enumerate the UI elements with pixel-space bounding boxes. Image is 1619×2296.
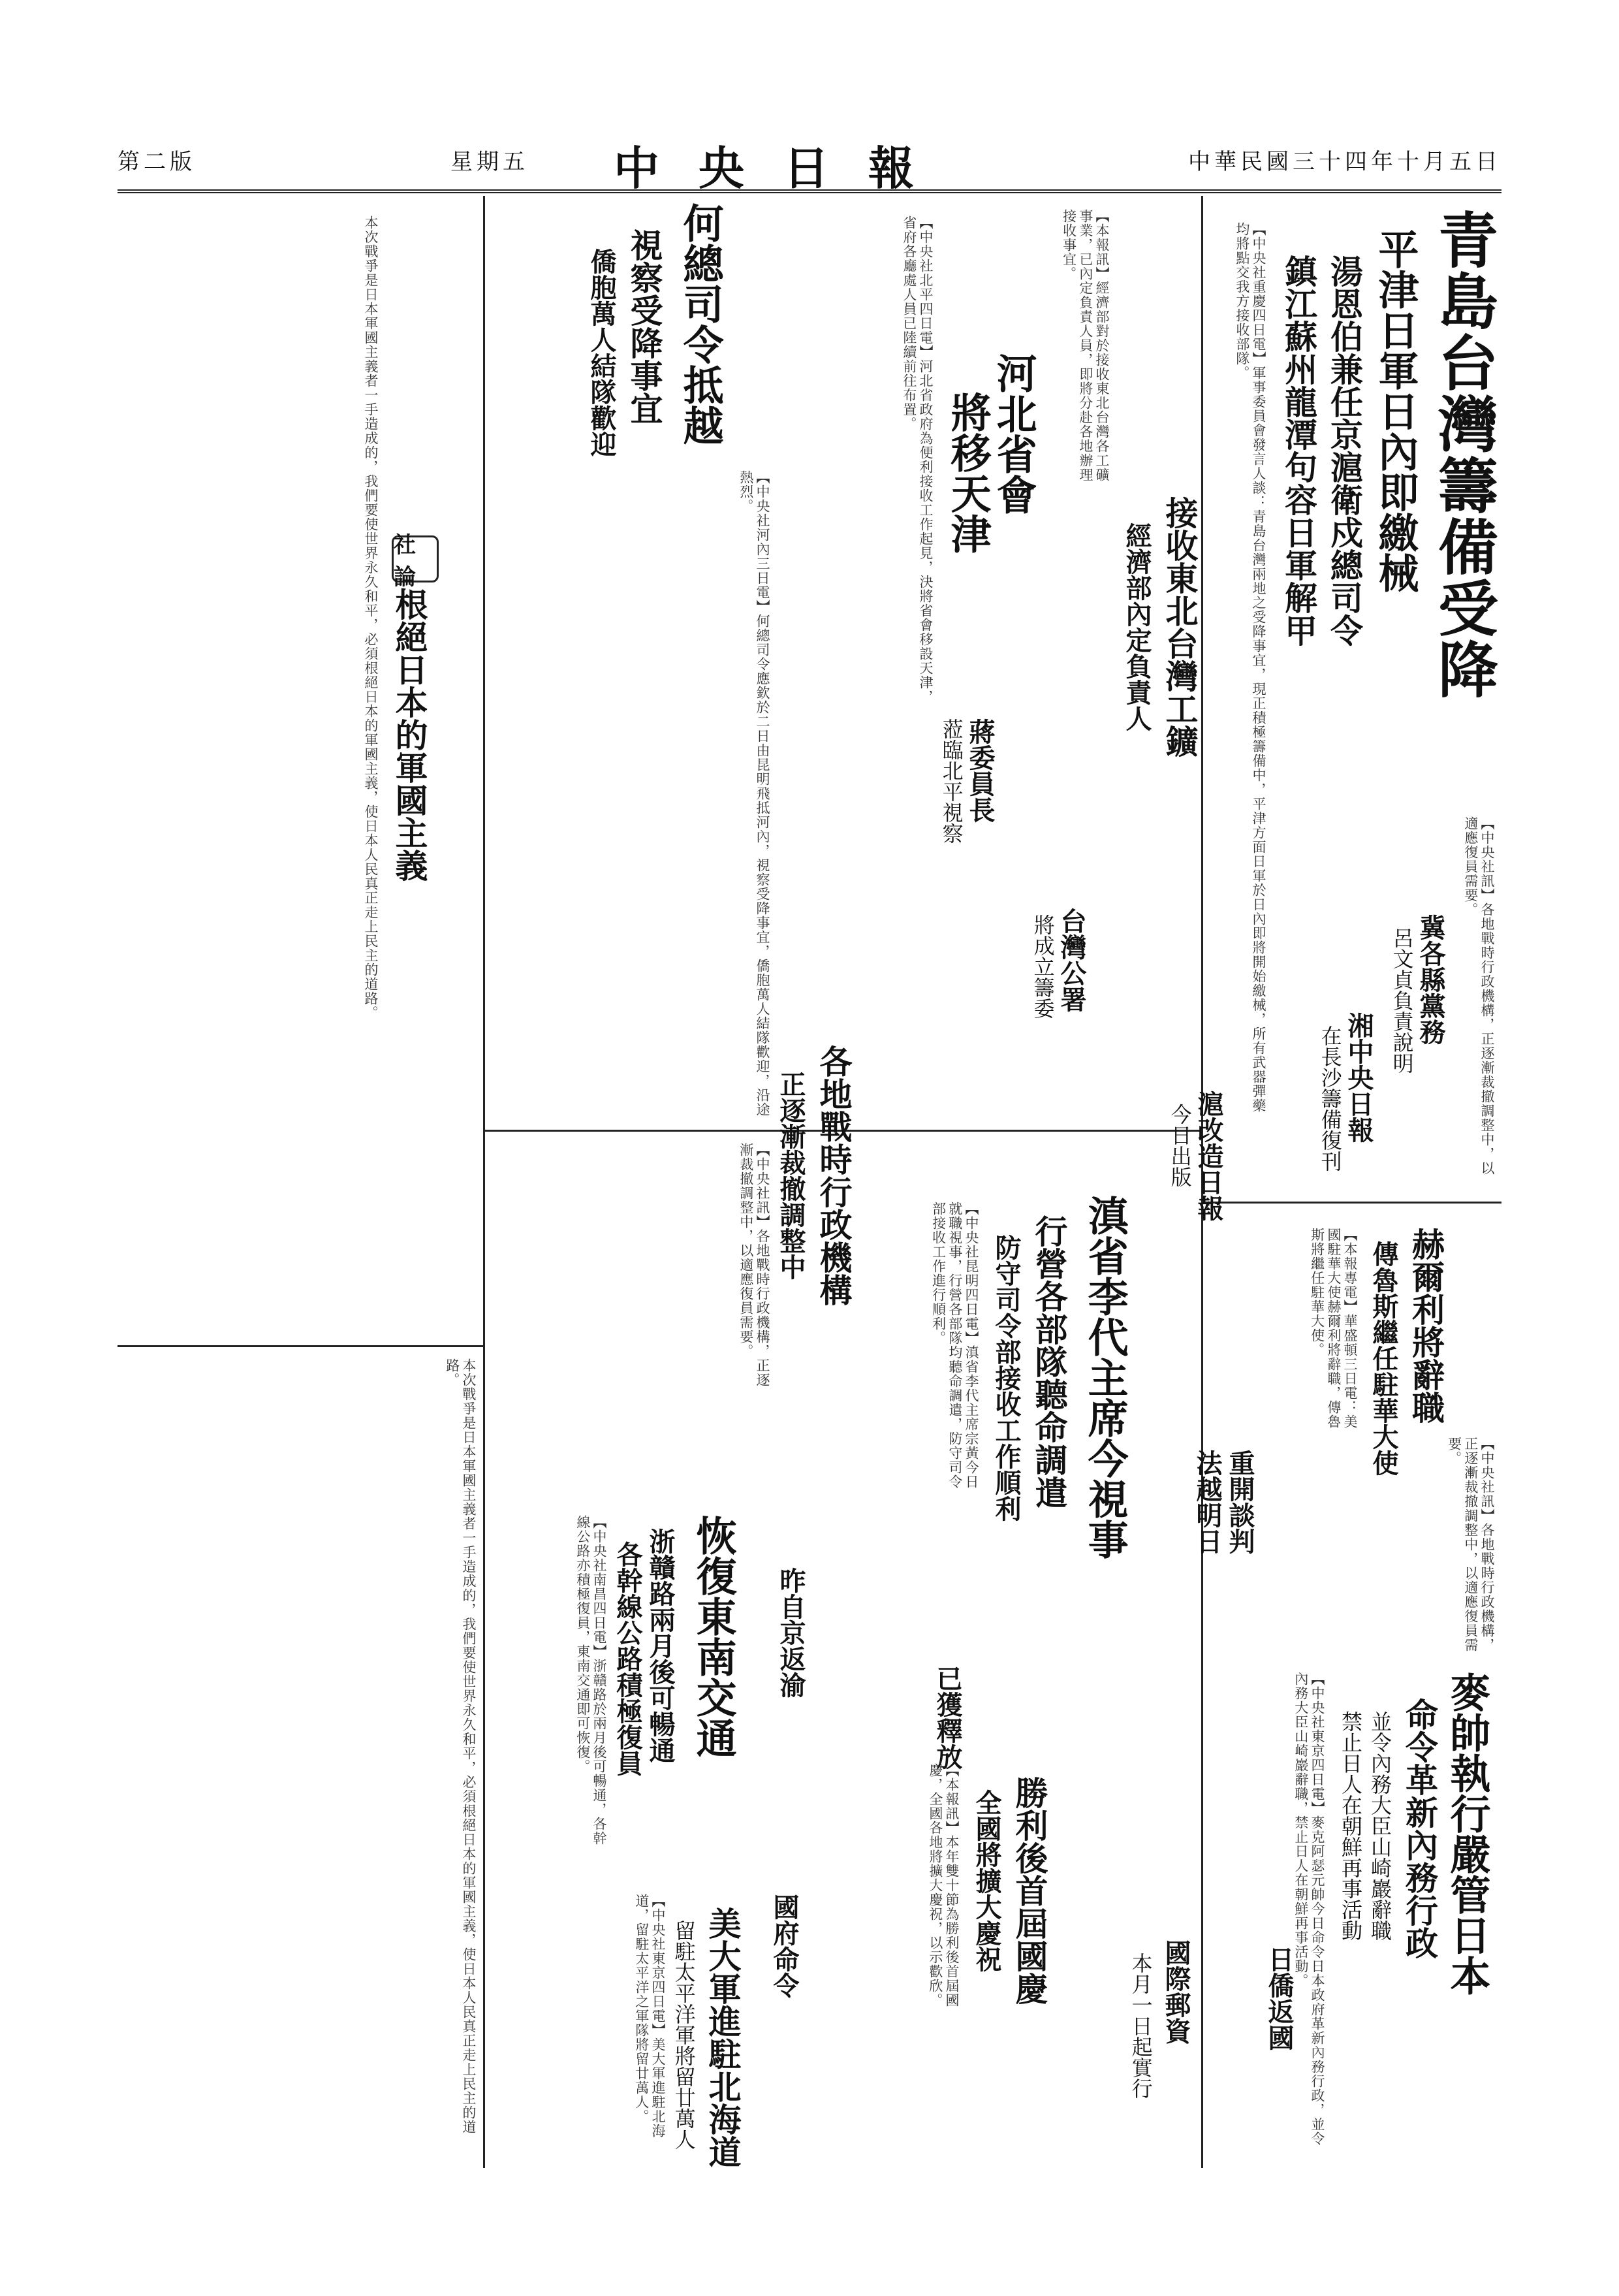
subhead-southeast-2: 各幹線公路積極復員 [612,1541,643,1776]
article-battle-admin-body: 【中央社訊】各地戰時行政機構，正逐漸裁撤調整中，以適應復員需要。 [738,1143,770,1387]
column-rule [483,196,485,2168]
subhead-southeast: 浙贛路兩月後可暢通 [645,1528,676,1763]
headline-dian: 滇省李代主席今視事 [1081,1195,1129,1559]
subhead-taiwan-econ: 經濟部內定負責人 [1122,522,1152,731]
subhead-hebei: 將移天津 [944,392,992,554]
issue-date: 中華民國三十四年十月五日 [1188,149,1501,175]
headline-ji-county: 冀各縣黨務 [1415,914,1446,1045]
subhead-macarthur: 命令革新內務行政 [1400,1698,1439,1959]
subhead-hu-paper: 今日出版 [1167,1104,1193,1187]
headline-xiang-paper: 湘中央日報 [1344,1012,1374,1143]
newspaper-page [118,131,1501,2175]
weekday: 星期五 [450,149,529,175]
headline-he: 何總司令抵越 [676,202,725,445]
article-national-day-body: 【本報訊】本年雙十節為勝利後首屆國慶，全國各地將擴大慶祝，以示歡欣。 [927,1763,960,2007]
article-dian-body: 【中央社昆明四日電】滇省李代主席宗黃今日就職視事，行營各部隊均聽命調遣，防守司令部接收工作進行順利。 [930,1202,979,1489]
subhead-hurley: 傳魯斯繼任駐華大使 [1368,1241,1399,1476]
editorial-tag: 社論 [392,535,439,582]
editorial-body: 本次戰爭是日本軍國主義者一手造成的，我們要使世界永久和平，必須根絕日本的軍國主義，使日本人民真正走上民主的道路。 [363,215,379,1020]
subhead-macarthur-2: 並令內務大臣山崎巖辭職 [1368,1711,1392,1941]
subhead-he-2: 僑胞萬人結隊歡迎 [586,248,617,457]
subhead-post: 本月一日起實行 [1128,1953,1154,2099]
headline-released: 已獲釋放 [932,1665,963,1770]
subhead-dian-2: 防守司令部接收工作順利 [991,1234,1022,1522]
headline-law-talk: 法越明日 [1192,1450,1223,1554]
article-misc-body: 【中央社訊】各地戰時行政機構，正逐漸裁撤調整中，以適應復員需要。 [1446,1437,1495,1652]
headline-zhang-return: 昨自京返渝 [776,1567,806,1698]
subhead-battle-admin: 正逐漸裁撤調整中 [776,1071,806,1280]
article-hurley-body: 【本報專電】華盛頓三日電：美國駐華大使赫爾利將辭職，傳魯斯將繼任駐華大使。 [1309,1228,1358,1429]
subhead-dian: 行營各部隊聽命調遣 [1030,1215,1069,1508]
headline-qingdao: 青島台灣籌備受降 [1428,209,1499,700]
headline-macarthur: 麥帥執行嚴管日本 [1443,1672,1491,1996]
article-qingdao-body-cont: 【中央社訊】各地戰時行政機構，正逐漸裁撤調整中，以適應復員需要。 [1462,816,1495,1175]
article-he-body: 【中央社河內三日電】何總司令應欽於二日由昆明飛抵河內，視察受降事宜，僑胞萬人結隊歡迎，沿途熱烈。 [738,470,770,1117]
subhead-xiang-paper: 在長沙籌備復刊 [1317,1025,1343,1172]
subhead-qingdao-3: 鎮江蘇州龍潭句容日軍解甲 [1280,255,1318,646]
article-hebei-body: 【中央社北平四日電】河北省政府為便利接收工作起見，決將省會移設天津，省府各廳處人員已陸續前往布置。 [901,215,934,704]
headline-us-army: 美大軍進駐北海道 [703,1907,742,2168]
headline-battle-admin: 各地戰時行政機構 [814,1045,853,1306]
subhead-macarthur-3: 禁止日人在朝鮮再事活動 [1338,1711,1363,1941]
article-us-army-body: 【中央社東京四日電】美大軍進駐北海道，留駐太平洋之軍隊將留廿萬人。 [633,1894,666,2138]
editorial-body-cont: 本次戰爭是日本軍國主義者一手造成的，我們要使世界永久和平，必須根絕日本的軍國主義，使日本人民真正走上民主的道路。 [444,1358,477,2134]
headline-jiang-wei: 蔣委員長 [965,718,996,823]
newspaper-title: 中央日報 [614,141,953,195]
article-macarthur-body: 【中央社東京四日電】麥克阿瑟元帥今日命令日本政府革新內務行政，並令內務大臣山崎巖辭職，禁止日人在朝鮮再事活動。 [1293,1672,1325,2146]
page-number: 第二版 [118,149,196,175]
subhead-law-talk: 重開談判 [1225,1450,1255,1554]
article-qingdao-body: 【中央社重慶四日電】軍事委員會發言人談：青島台灣兩地之受降事宜，現正積極籌備中，平津方面日軍於日內即將開始繳械，所有武器彈藥均將點交我方接收部隊。 [1234,222,1266,1113]
editorial-title: 根絕日本的軍國主義 [390,588,429,882]
headline-taiwan-office: 台灣公署 [1056,908,1087,1012]
headline-post: 國際郵資 [1161,1939,1191,2044]
headline-hu-paper: 滬改造日報 [1193,1091,1224,1221]
subhead-he: 視察受降事宜 [625,229,664,424]
subhead-us-army: 留駐太平洋軍將留廿萬人 [671,1920,697,2150]
headline-taiwan-econ: 接收東北台灣工鑛 [1160,496,1199,757]
article-taiwan-econ-body: 【本報訊】經濟部對於接收東北台灣各工礦事業，已內定負責人員，即將分赴各地辦理接收事宜。 [1061,209,1110,482]
subhead-taiwan-office: 將成立籌委 [1030,914,1056,1019]
subhead-national-day: 全國將擴大慶祝 [971,1789,1002,1972]
headline-hebei: 河北省會 [990,353,1038,515]
subhead-qingdao: 平津日軍日內即繳械 [1372,229,1419,593]
headline-return-japan: 日僑返國 [1264,1946,1295,2050]
subhead-ji-county: 呂文貞負責說明 [1389,927,1415,1074]
subhead-jiang-wei: 蒞臨北平視察 [939,718,964,844]
subhead-qingdao-2: 湯恩伯兼任京滬衛戍總司令 [1325,255,1364,646]
headline-hurley: 赫爾利將辭職 [1407,1228,1445,1424]
row-rule [1201,1202,1501,1204]
row-rule [118,1345,483,1347]
masthead [118,131,1501,193]
headline-national-order: 國府命令 [769,1894,800,1998]
headline-southeast: 恢復東南交通 [689,1515,738,1758]
headline-national-day: 勝利後首屆國慶 [1010,1776,1049,2005]
article-southeast-body: 【中央社南昌四日電】浙贛路於兩月後可暢通，各幹線公路亦積極復員，東南交通即可恢復。 [574,1515,607,1845]
